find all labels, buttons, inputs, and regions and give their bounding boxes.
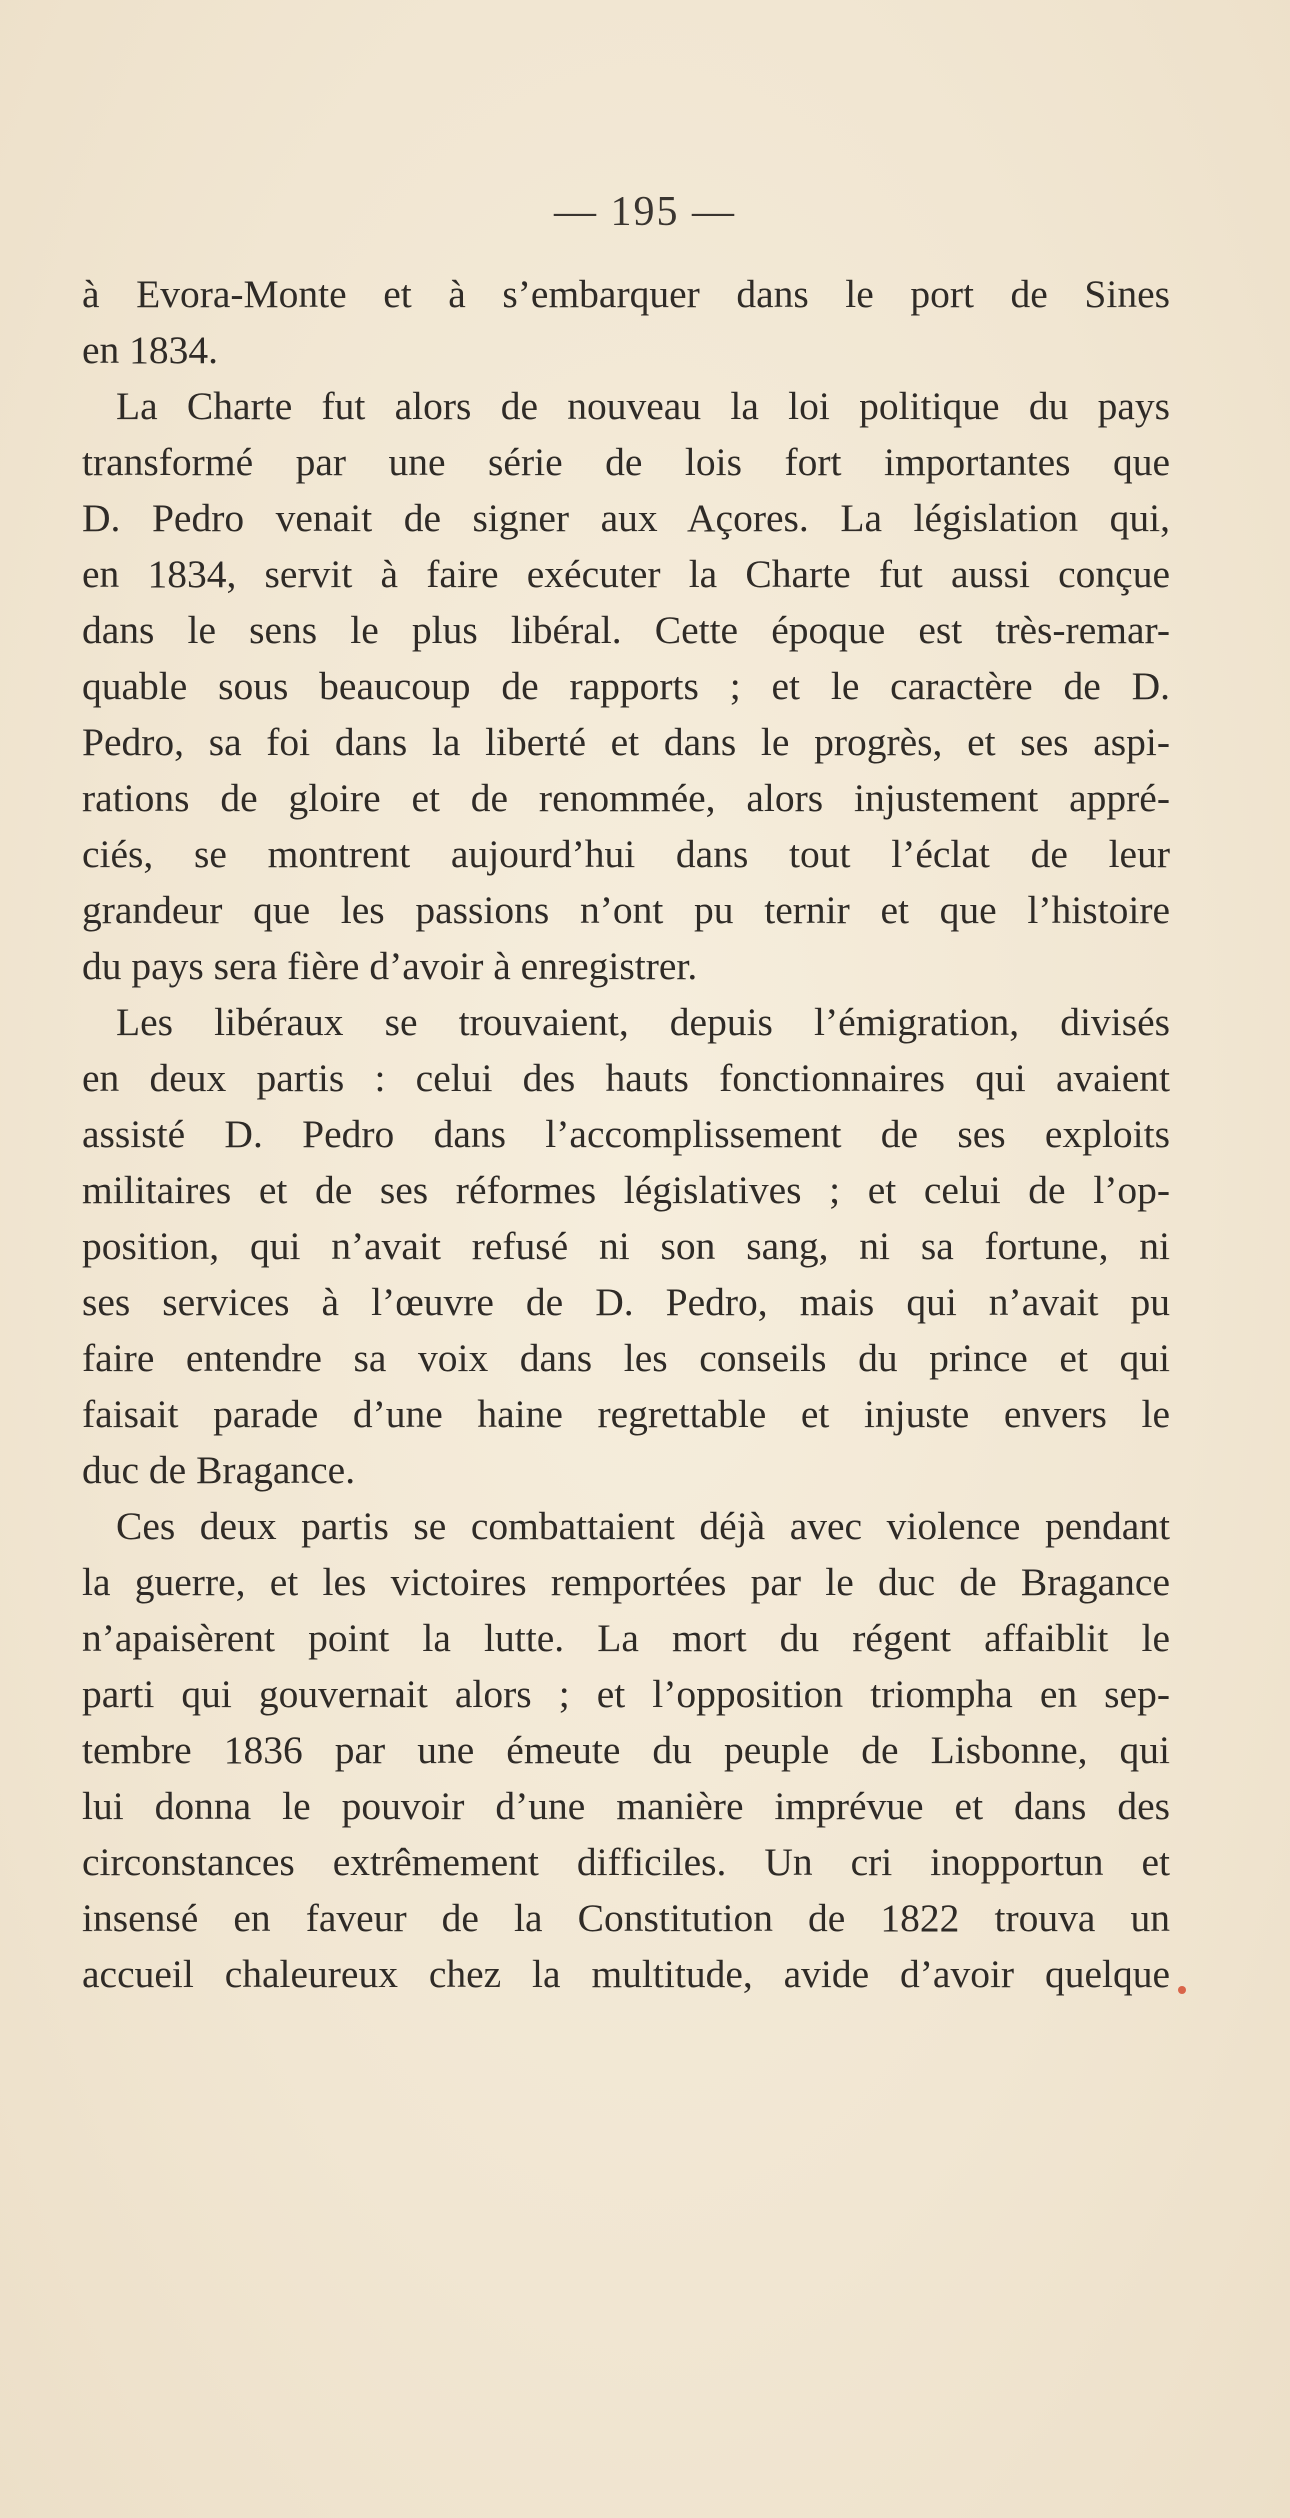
text-line: du pays sera fière d’avoir à enregistrer. bbox=[82, 944, 698, 988]
text-line: quable sous beaucoup de rapports ; et le caractère de D. bbox=[82, 664, 1170, 708]
text-line: grandeur que les passions n’ont pu ternir et que l’histoire bbox=[82, 888, 1170, 932]
text-line: à Evora-Monte et à s’embarquer dans le port de Sines bbox=[82, 272, 1170, 316]
text-line: dans le sens le plus libéral. Cette époque est très-remar- bbox=[82, 608, 1170, 652]
page-number: — 195 — bbox=[554, 189, 736, 235]
text-line: tembre 1836 par une émeute du peuple de Lisbonne, qui bbox=[82, 1728, 1170, 1772]
text-line: militaires et de ses réformes législatives ; et celui de l’op- bbox=[82, 1168, 1170, 1212]
text-line: La Charte fut alors de nouveau la loi politique du pays bbox=[116, 384, 1170, 428]
text-line: lui donna le pouvoir d’une manière imprévue et dans des bbox=[82, 1784, 1170, 1828]
text-line: insensé en faveur de la Constitution de 1822 trouva un bbox=[82, 1896, 1170, 1940]
text-line: faisait parade d’une haine regrettable et injuste envers le bbox=[82, 1392, 1170, 1436]
text-line: rations de gloire et de renommée, alors injustement appré- bbox=[82, 776, 1170, 820]
text-line: Pedro, sa foi dans la liberté et dans le progrès, et ses aspi- bbox=[82, 720, 1170, 764]
text-line: Ces deux partis se combattaient déjà avec violence pendant bbox=[116, 1504, 1170, 1548]
text-line: parti qui gouvernait alors ; et l’opposition triompha en sep- bbox=[82, 1672, 1170, 1716]
text-line: n’apaisèrent point la lutte. La mort du régent affaiblit le bbox=[82, 1616, 1170, 1660]
text-line: Les libéraux se trouvaient, depuis l’émigration, divisés bbox=[116, 1000, 1170, 1044]
text-line: la guerre, et les victoires remportées par le duc de Bragance bbox=[82, 1560, 1170, 1604]
text-line: D. Pedro venait de signer aux Açores. La législation qui, bbox=[82, 496, 1170, 540]
text-line: transformé par une série de lois fort importantes que bbox=[82, 440, 1170, 484]
text-line: accueil chaleureux chez la multitude, avide d’avoir quelque bbox=[82, 1952, 1170, 1996]
body-text bbox=[82, 266, 1170, 2002]
text-line: ciés, se montrent aujourd’hui dans tout l’éclat de leur bbox=[82, 832, 1170, 876]
margin-ink-spot bbox=[1178, 1986, 1186, 1994]
text-line: ses services à l’œuvre de D. Pedro, mais qui n’avait pu bbox=[82, 1280, 1170, 1324]
text-line: circonstances extrêmement difficiles. Un cri inopportun et bbox=[82, 1840, 1170, 1884]
text-line: en deux partis : celui des hauts fonctionnaires qui avaient bbox=[82, 1056, 1170, 1100]
text-line: position, qui n’avait refusé ni son sang, ni sa fortune, ni bbox=[82, 1224, 1170, 1268]
text-line: faire entendre sa voix dans les conseils du prince et qui bbox=[82, 1336, 1170, 1380]
text-line: en 1834. bbox=[82, 328, 219, 372]
text-line: assisté D. Pedro dans l’accomplissement de ses exploits bbox=[82, 1112, 1170, 1156]
text-line: en 1834, servit à faire exécuter la Charte fut aussi conçue bbox=[82, 552, 1170, 596]
text-line: duc de Bragance. bbox=[82, 1448, 356, 1492]
